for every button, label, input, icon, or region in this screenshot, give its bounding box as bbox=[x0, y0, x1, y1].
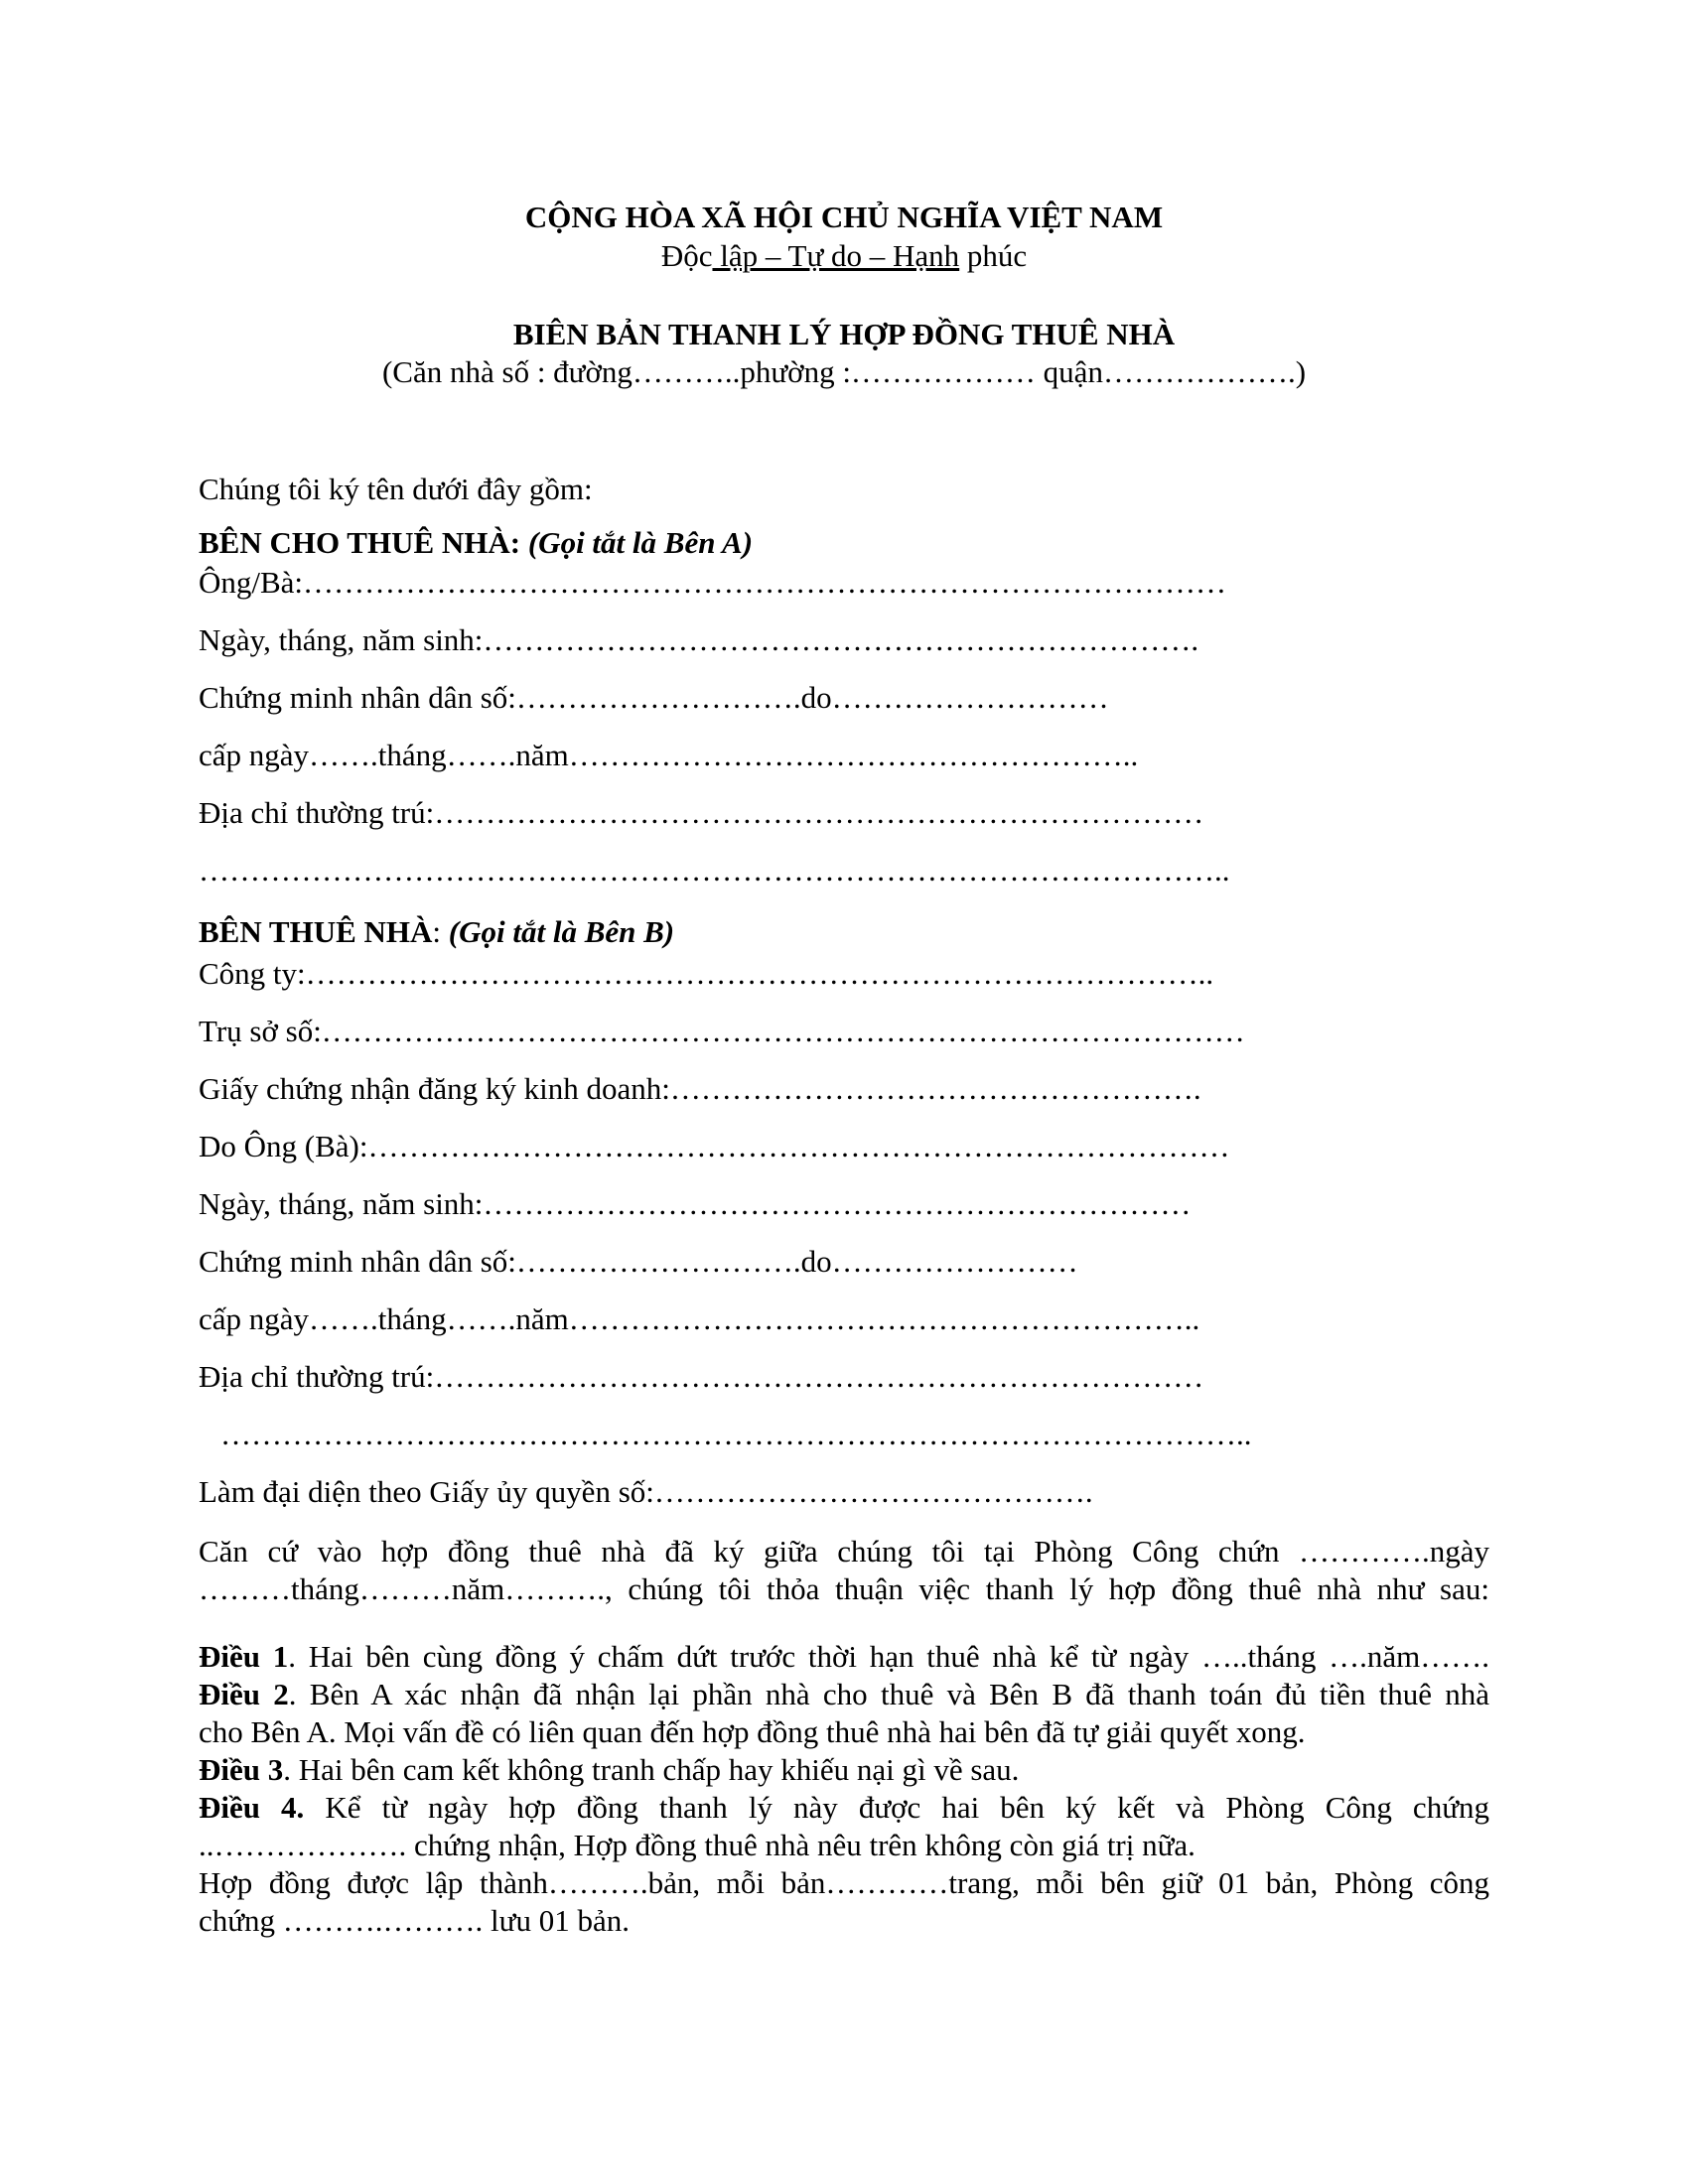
article-3 bbox=[199, 1751, 1489, 1789]
document-title: BIÊN BẢN THANH LÝ HỢP ĐỒNG THUÊ NHÀ bbox=[512, 317, 1176, 351]
article-4-text-1: Kể từ ngày hợp đồng thanh lý này được hai bên ký kết và Phòng Công chứng bbox=[304, 1790, 1489, 1825]
party-b-rep-field: Do Ông (Bà):………………………………………………………………………… bbox=[199, 1129, 1230, 1163]
closing-line-2: chứng ……….………. lưu 01 bản. bbox=[199, 1903, 630, 1938]
party-a-label: BÊN CHO THUÊ NHÀ: bbox=[199, 525, 521, 560]
party-b-dob-field: Ngày, tháng, năm sinh:…………………………………………………………… bbox=[199, 1186, 1192, 1221]
article-1-text: . Hai bên cùng đồng ý chấm dứt trước thời hạn thuê nhà kể từ ngày …..tháng ….năm……. bbox=[288, 1639, 1490, 1674]
article-4-line-2: ..………………. chứng nhận, Hợp đồng thuê nhà nêu trên không còn giá trị nữa. bbox=[199, 1828, 1196, 1862]
motto-part-1: Độc bbox=[660, 238, 713, 273]
intro-line: Chúng tôi ký tên dưới đây gồm: bbox=[199, 472, 593, 506]
article-2-label: Điều 2 bbox=[199, 1677, 289, 1711]
party-a-heading bbox=[199, 524, 753, 562]
article-3-label: Điều 3 bbox=[199, 1752, 284, 1787]
party-a-dob-field: Ngày, tháng, năm sinh:……………………………………………………………. bbox=[199, 622, 1199, 657]
national-motto bbox=[0, 237, 1688, 275]
party-b-heading bbox=[199, 913, 674, 951]
article-1 bbox=[199, 1638, 1489, 1676]
article-3-text: . Hai bên cam kết không tranh chấp hay khiếu nại gì về sau. bbox=[283, 1752, 1020, 1787]
party-b-label: BÊN THUÊ NHÀ bbox=[199, 914, 433, 949]
party-b-colon: : bbox=[432, 914, 442, 949]
basis-line-1: Căn cứ vào hợp đồng thuê nhà đã ký giữa chúng tôi tại Phòng Công chứn ………….ngày bbox=[199, 1534, 1489, 1569]
party-a-address-cont: ……………………………………………………………………………………….. bbox=[199, 853, 1230, 887]
article-4-label: Điều 4. bbox=[199, 1790, 305, 1825]
article-1-label: Điều 1 bbox=[199, 1639, 289, 1674]
article-2-line-1 bbox=[199, 1676, 1489, 1713]
motto-part-3: phúc bbox=[959, 238, 1028, 273]
party-a-name-field: Ông/Bà:……………………………………………………………………………… bbox=[199, 565, 1227, 600]
national-title: CỘNG HÒA XÃ HỘI CHỦ NGHĨA VIỆT NAM bbox=[524, 200, 1164, 234]
article-2-line-2: cho Bên A. Mọi vấn đề có liên quan đến hợp đồng thuê nhà hai bên đã tự giải quyết xong. bbox=[199, 1714, 1306, 1749]
party-b-address-cont: ……………………………………………………………………………………….. bbox=[220, 1417, 1252, 1451]
party-a-id-field: Chứng minh nhân dân số:……………………….do……………………… bbox=[199, 680, 1109, 715]
party-a-address-field: Địa chỉ thường trú:………………………………………………………………… bbox=[199, 795, 1204, 830]
party-b-address-field: Địa chỉ thường trú:………………………………………………………………… bbox=[199, 1359, 1204, 1394]
document-subtitle: (Căn nhà số : đường………..phường :……………… quận……………….) bbox=[381, 354, 1307, 389]
article-2-text-1: . Bên A xác nhận đã nhận lại phần nhà cho thuê và Bên B đã thanh toán đủ tiền thuê nhà bbox=[288, 1677, 1490, 1711]
party-b-id-field: Chứng minh nhân dân số:……………………….do…………………… bbox=[199, 1244, 1078, 1279]
party-b-alias: (Gọi tắt là Bên B) bbox=[448, 914, 675, 949]
party-a-alias: (Gọi tắt là Bên A) bbox=[527, 525, 754, 560]
article-4-line-1 bbox=[199, 1789, 1489, 1827]
closing-line-1: Hợp đồng được lập thành……….bản, mỗi bản…………trang, mỗi bên giữ 01 bản, Phòng công bbox=[199, 1865, 1489, 1900]
party-b-authorization-field: Làm đại diện theo Giấy ủy quyền số:……………………………………. bbox=[199, 1474, 1093, 1509]
party-b-license-field: Giấy chứng nhận đăng ký kinh doanh:……………………………………………. bbox=[199, 1071, 1201, 1106]
motto-part-2: lập – Tự do – Hạnh bbox=[712, 238, 960, 273]
party-b-company-field: Công ty:…………………………………………………………………………….. bbox=[199, 956, 1214, 991]
party-b-hq-field: Trụ sở số:……………………………………………………………………………… bbox=[199, 1014, 1245, 1048]
party-a-issue-date-field: cấp ngày…….tháng…….năm……………………………………………….. bbox=[199, 738, 1139, 772]
basis-line-2: ………tháng………năm………., chúng tôi thỏa thuận việc thanh lý hợp đồng thuê nhà như sau: bbox=[199, 1571, 1489, 1606]
party-b-issue-date-field: cấp ngày…….tháng…….năm…………………………………………………….. bbox=[199, 1301, 1200, 1336]
